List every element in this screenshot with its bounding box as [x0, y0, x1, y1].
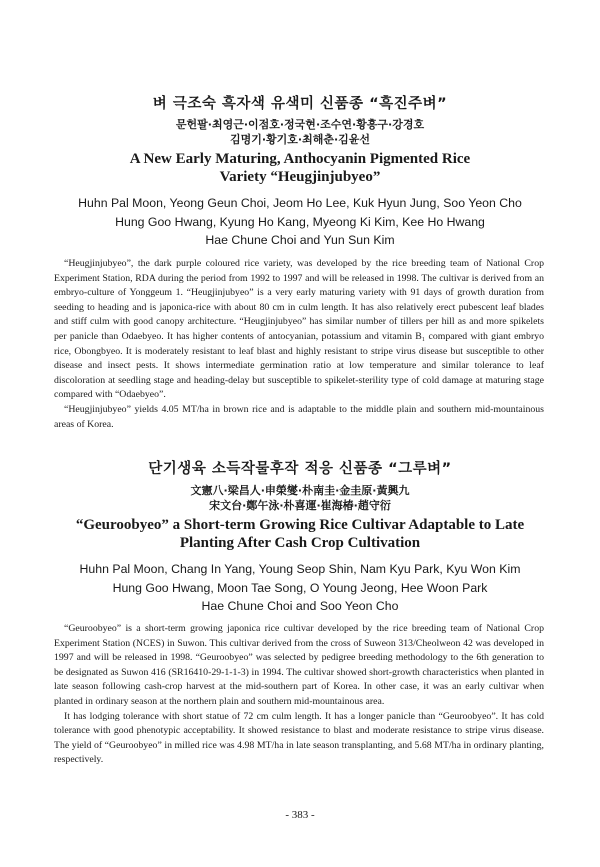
article1-title-korean: 벼 극조숙 흑자색 유색미 신품종 “흑진주벼”	[152, 96, 448, 112]
article2-title-english-line-2: Planting After Cash Crop Cultivation	[179, 535, 421, 551]
article1-authors-korean	[0, 117, 600, 147]
article2-abstract-paragraph-2: It has lodging tolerance with short statue of 72 cm culm length. It has a longer panicle than “Geuroobyeo”. It has cold tolerance with good phenotypic acceptability. It showed resistance to blast and moderate resistance to stripe virus disease. The yield of “Geuroobyeo” in milled rice was 4.98 MT/ha in late season transplanting, and 5.68 MT/ha in ordinary planting, respectively.	[54, 710, 544, 766]
article2-abstract	[54, 622, 544, 768]
article2-abstract-paragraph-1: “Geuroobyeo” is a short-term growing japonica rice cultivar developed by the rice breeding team of National Crop Experiment Station (NCES) in Suwon. This cultivar derived from the cross of Suweon 313/Cheolweon 42 was developed in 1997 and will be released in 1998. “Geuroobyeo” was selected by pedigree breeding methodology to the 6th generation to be designated as Suwon 416 (SR16410-29-1-1-3) in 1994. The cultivar showed short-growth characteristics when planted in late season following cash-crop harvest at the mid-southern part of Korea. In other case, it was an early cultivar when planted in ordinary season at the northern plain and southern mid-mountainous area.	[54, 623, 544, 707]
article2-authors-korean-line-2: 宋文台·鄭午泳·朴喜運·崔海椿·趙守衍	[209, 499, 391, 512]
article1-authors-korean-line-1: 문헌팔·최영근·이점호·정국현·조수연·황흥구·강경호	[175, 118, 425, 131]
article1-abstract-paragraph-1: “Heugjinjubyeo”, the dark purple coloured rice variety, was developed by the rice breeding team of National Crop Experiment Station, RDA during the period from 1992 to 1997 and will be released in 1998. The cultivar is derived from an embryo-culture of Yonggeum 1. “Heugjinjubyeo” is a very early maturing variety with 91 days of growth duration from seeding to heading and is japonica-rice with about 80 cm in culm length. It has also relatively erect pubescent leaf blades and stiff culm with good canopy architecture. “Heugjinjubyeo” has similar number of tillers per hill as and more spikelets per panicle than Odaebyeo. It has higher contents of antocyanian, potassium and vitamin B₁ compared with giant embryo rice, Obongbyeo. It is moderately resistant to leaf blast and highly resistant to stripe virus disease but susceptible to other disease and insect pests. It shows intermediate germination ratio at low temperature and similar tolerance to leaf discoloration at seedling stage and heading-delay but susceptible to spikelet-sterility type of cold damage at maturing stage compared with “Odaebyeo”.	[54, 258, 544, 401]
article1-title-english-line-2: Variety “Heugjinjubyeo”	[219, 169, 381, 185]
article2-authors-korean	[0, 483, 600, 513]
article1-abstract	[54, 257, 544, 432]
article2-title-english-line-1: “Geuroobyeo” a Short-term Growing Rice Cultivar Adaptable to Late	[75, 517, 525, 533]
article2-title-english	[0, 516, 600, 552]
article1-authors-korean-line-2: 김명기·황기호·최해춘·김윤선	[229, 133, 371, 146]
article2-title-korean: 단기생육 소득작물후작 적응 신품종 “그루벼”	[148, 461, 452, 477]
article2-authors-english	[0, 560, 600, 616]
article1-authors-english-line-1: Huhn Pal Moon, Yeong Geun Choi, Jeom Ho Lee, Kuk Hyun Jung, Soo Yeon Cho	[78, 196, 522, 210]
page-number: - 383 -	[285, 809, 315, 821]
article2-authors-english-line-2: Hung Goo Hwang, Moon Tae Song, O Young Jeong, Hee Woon Park	[112, 580, 488, 595]
article1-authors-english	[0, 194, 600, 250]
article2-authors-korean-line-1: 文憲八·梁昌人·申榮燮·朴南圭·金圭原·黃興九	[190, 484, 410, 497]
article1-abstract-paragraph-2: “Heugjinjubyeo” yields 4.05 MT/ha in brown rice and is adaptable to the middle plain and southern mid-mountainous areas of Korea.	[54, 403, 544, 430]
article1-authors-english-line-2: Hung Goo Hwang, Kyung Ho Kang, Myeong Ki Kim, Kee Ho Hwang	[115, 214, 485, 229]
article1-authors-english-line-3: Hae Chune Choi and Yun Sun Kim	[205, 233, 395, 247]
article2-authors-english-line-3: Hae Chune Choi and Soo Yeon Cho	[201, 599, 399, 613]
article2-authors-english-line-1: Huhn Pal Moon, Chang In Yang, Young Seop Shin, Nam Kyu Park, Kyu Won Kim	[79, 562, 521, 576]
article1-title-english	[0, 150, 600, 186]
article1-title-english-line-1: A New Early Maturing, Anthocyanin Pigmented Rice	[129, 151, 471, 167]
